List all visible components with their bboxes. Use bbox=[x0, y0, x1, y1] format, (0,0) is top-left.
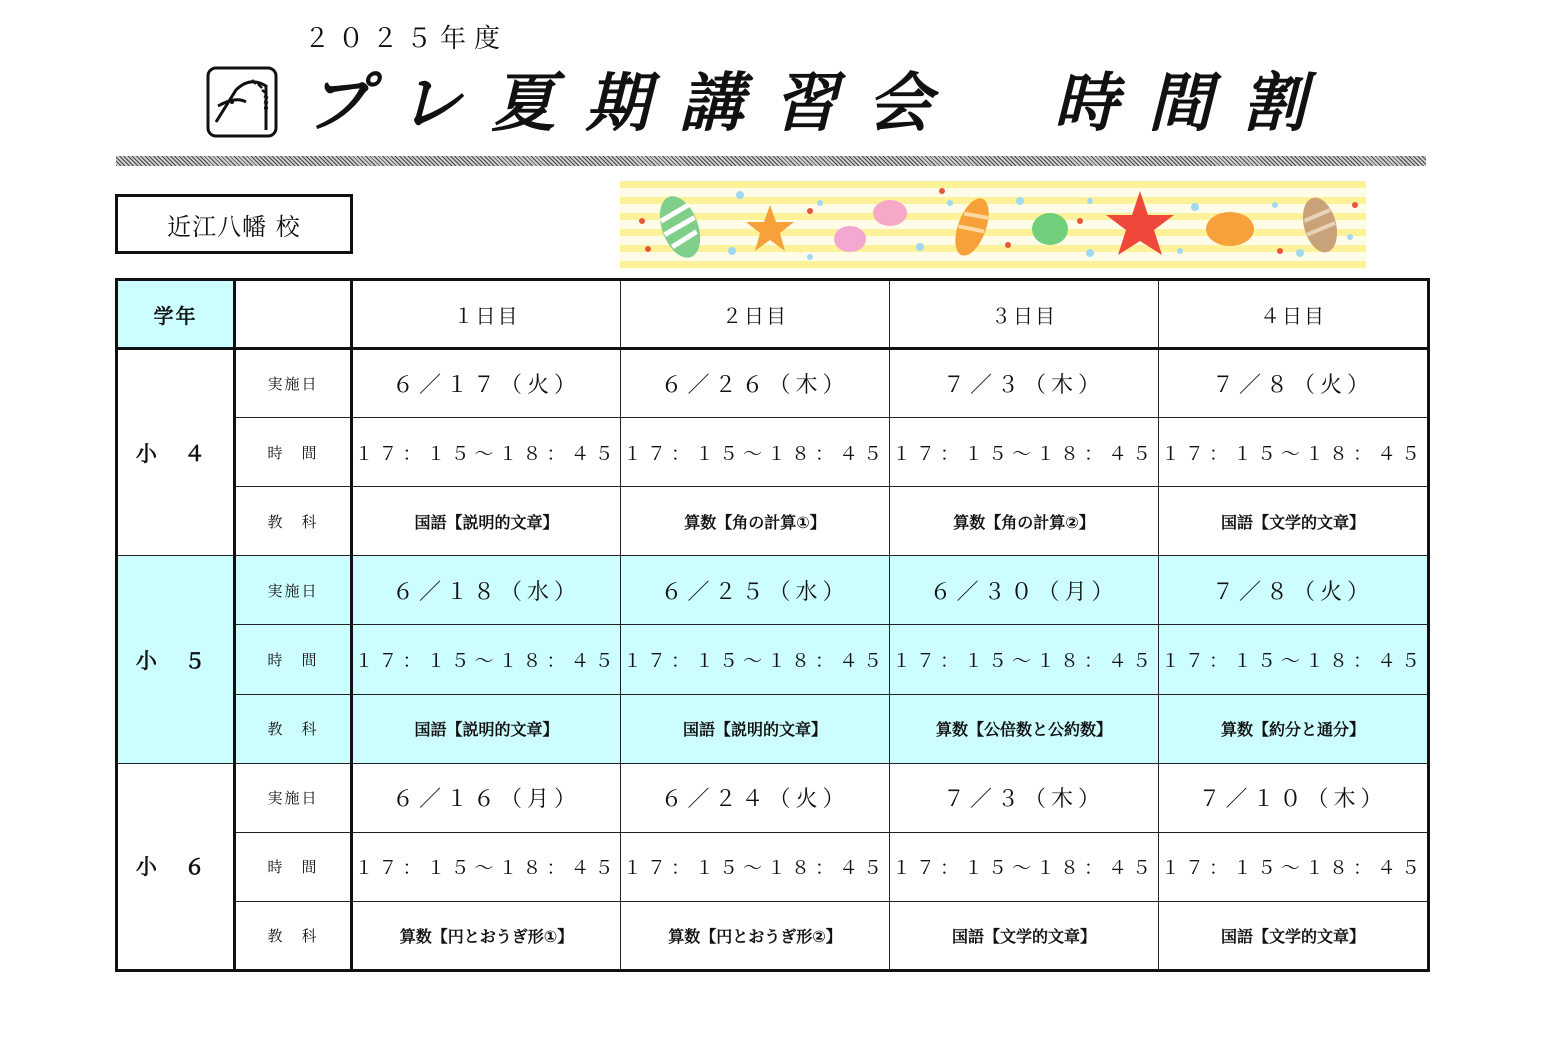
subject-cell: 国語【説明的文章】 bbox=[621, 694, 890, 763]
row-label-time: 時 間 bbox=[235, 832, 352, 901]
date-cell: ６／３０（月） bbox=[890, 556, 1159, 625]
subject-cell: 算数【円とおうぎ形①】 bbox=[352, 901, 621, 970]
date-cell: ６／１８（水） bbox=[352, 556, 621, 625]
subject-cell: 国語【文学的文章】 bbox=[890, 901, 1159, 970]
time-cell: １７：１５～１８：４５ bbox=[890, 625, 1159, 694]
date-cell: ６／２６（木） bbox=[621, 349, 890, 418]
subject-cell: 国語【文学的文章】 bbox=[1159, 487, 1429, 556]
header-divider bbox=[116, 156, 1426, 166]
table-row bbox=[117, 832, 1429, 901]
subject-cell: 算数【角の計算①】 bbox=[621, 487, 890, 556]
date-cell: ６／１６（月） bbox=[352, 763, 621, 832]
date-cell: ７／３（木） bbox=[890, 349, 1159, 418]
subject-cell: 算数【円とおうぎ形②】 bbox=[621, 901, 890, 970]
table-row bbox=[117, 418, 1429, 487]
time-cell: １７：１５～１８：４５ bbox=[621, 832, 890, 901]
time-cell: １７：１５～１８：４５ bbox=[1159, 418, 1429, 487]
day-header-2: ２日目 bbox=[621, 280, 890, 349]
time-cell: １７：１５～１８：４５ bbox=[890, 418, 1159, 487]
date-cell: ７／８（火） bbox=[1159, 556, 1429, 625]
day-header-4: ４日目 bbox=[1159, 280, 1429, 349]
table-row bbox=[117, 625, 1429, 694]
time-cell: １７：１５～１８：４５ bbox=[1159, 832, 1429, 901]
row-label-time: 時 間 bbox=[235, 625, 352, 694]
table-row bbox=[117, 556, 1429, 625]
horse-logo-icon bbox=[206, 66, 278, 138]
grade-label: 小 ６ bbox=[117, 763, 235, 970]
grade-column-header: 学年 bbox=[117, 280, 235, 349]
subject-cell: 算数【角の計算②】 bbox=[890, 487, 1159, 556]
grade-label: 小 ５ bbox=[117, 556, 235, 763]
table-row bbox=[117, 763, 1429, 832]
row-label-date: 実施日 bbox=[235, 349, 352, 418]
timetable bbox=[115, 278, 1430, 972]
date-cell: ７／１０（木） bbox=[1159, 763, 1429, 832]
day-header-3: ３日目 bbox=[890, 280, 1159, 349]
subject-cell: 算数【約分と通分】 bbox=[1159, 694, 1429, 763]
subject-cell: 国語【説明的文章】 bbox=[352, 694, 621, 763]
page-subtitle: 時間割 bbox=[1054, 67, 1336, 141]
table-row bbox=[117, 901, 1429, 970]
date-cell: ６／２５（水） bbox=[621, 556, 890, 625]
time-cell: １７：１５～１８：４５ bbox=[890, 832, 1159, 901]
page-title: プレ夏期講習会 bbox=[306, 67, 962, 141]
time-cell: １７：１５～１８：４５ bbox=[621, 418, 890, 487]
date-cell: ６／１７（火） bbox=[352, 349, 621, 418]
time-cell: １７：１５～１８：４５ bbox=[352, 418, 621, 487]
row-label-subject: 教 科 bbox=[235, 694, 352, 763]
subject-cell: 国語【文学的文章】 bbox=[1159, 901, 1429, 970]
time-cell: １７：１５～１８：４５ bbox=[352, 832, 621, 901]
day-header-1: １日目 bbox=[352, 280, 621, 349]
table-row bbox=[117, 349, 1429, 418]
row-label-subject: 教 科 bbox=[235, 487, 352, 556]
table-row bbox=[117, 487, 1429, 556]
time-cell: １７：１５～１８：４５ bbox=[621, 625, 890, 694]
date-cell: ７／３（木） bbox=[890, 763, 1159, 832]
school-name: 近江八幡 校 bbox=[115, 194, 353, 254]
row-label-date: 実施日 bbox=[235, 763, 352, 832]
table-header-row bbox=[117, 280, 1429, 349]
label-column-header bbox=[235, 280, 352, 349]
year-label: ２０２５年度 bbox=[304, 24, 509, 54]
row-label-time: 時 間 bbox=[235, 418, 352, 487]
time-cell: １７：１５～１８：４５ bbox=[1159, 625, 1429, 694]
grade-label: 小 ４ bbox=[117, 349, 235, 556]
date-cell: ７／８（火） bbox=[1159, 349, 1429, 418]
date-cell: ６／２４（火） bbox=[621, 763, 890, 832]
seashell-banner-image bbox=[620, 181, 1366, 269]
row-label-date: 実施日 bbox=[235, 556, 352, 625]
table-row bbox=[117, 694, 1429, 763]
row-label-subject: 教 科 bbox=[235, 901, 352, 970]
subject-cell: 算数【公倍数と公約数】 bbox=[890, 694, 1159, 763]
time-cell: １７：１５～１８：４５ bbox=[352, 625, 621, 694]
subject-cell: 国語【説明的文章】 bbox=[352, 487, 621, 556]
